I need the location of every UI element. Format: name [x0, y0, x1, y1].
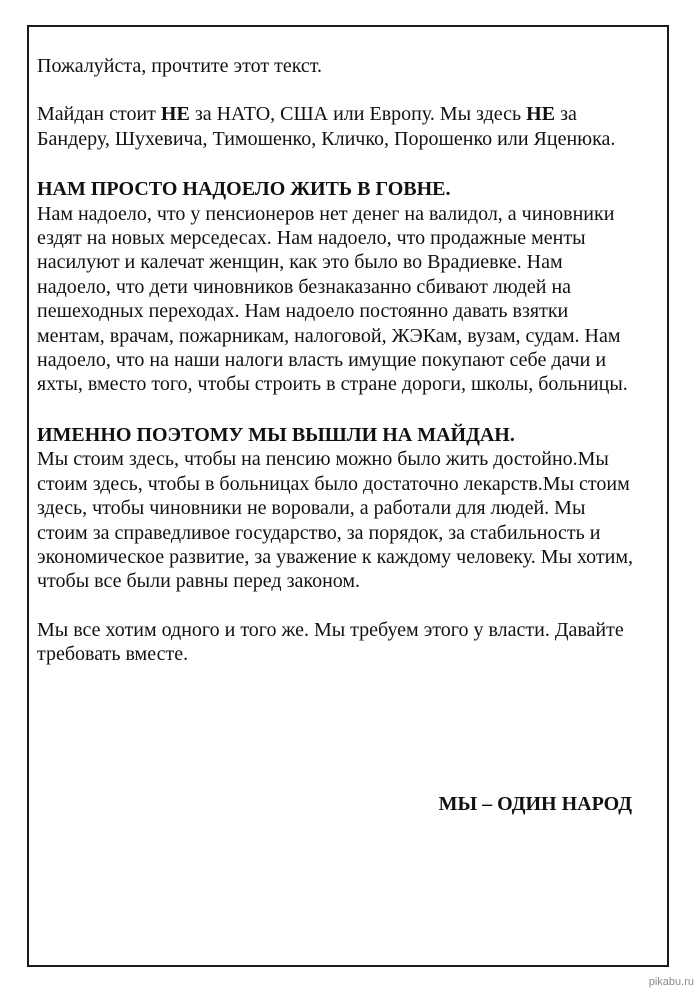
heading-why-maidan: ИМЕННО ПОЭТОМУ МЫ ВЫШЛИ НА МАЙДАН.: [37, 423, 515, 446]
paragraph-maidan-not-for: [37, 102, 637, 151]
text-span: Майдан стоит: [37, 103, 161, 126]
watermark: pikabu.ru: [648, 976, 694, 988]
document-body: [37, 54, 637, 667]
heading-fed-up: НАМ ПРОСТО НАДОЕЛО ЖИТЬ В ГОВНЕ.: [37, 178, 451, 201]
intro-line: Пожалуйста, прочтите этот текст.: [37, 55, 323, 77]
emphasis-ne-1: НЕ: [160, 103, 190, 126]
signature-one-nation: МЫ – ОДИН НАРОД: [438, 793, 632, 815]
paragraph-we-stand: Мы стоим здесь, чтобы на пенсию можно было жить достойно.Мы стоим здесь, чтобы в больницах было достаточно лекарств.Мы стоим здесь, чтобы чиновники не воровали, а работали для людей. Мы стоим за справедливое государство, за порядок, за стабильность и экономическое развитие, за уважение к каждому человеку. Мы хотим, чтобы все были равны перед законом.: [37, 448, 634, 593]
paragraph-demand-together: Мы все хотим одного и того же. Мы требуем этого у власти. Давайте требовать вместе.: [37, 618, 624, 666]
text-span: за Бандеру, Шухевича, Тимошенко, Кличко, Порошенко или Яценюка.: [37, 103, 616, 150]
text-span: за НАТО, США или Европу. Мы здесь: [189, 103, 527, 126]
emphasis-ne-2: НЕ: [526, 103, 556, 126]
paragraph-fed-up: Нам надоело, что у пенсионеров нет денег на валидол, а чиновники ездят на новых мерседесах. Нам надоело, что продажные менты насилуют и калечат женщин, как это было во Врадиевке. Нам надоело, что дети чиновников безнаказанно сбивают людей на пешеходных переходах. Нам надоело постоянно давать взятки ментам, врачам, пожарникам, налоговой, ЖЭКам, вузам, судам. Нам надоело, что на наши налоги власть имущие покупают себе дачи и яхты, вместо того, чтобы строить в стране дороги, школы, больницы.: [37, 202, 628, 396]
